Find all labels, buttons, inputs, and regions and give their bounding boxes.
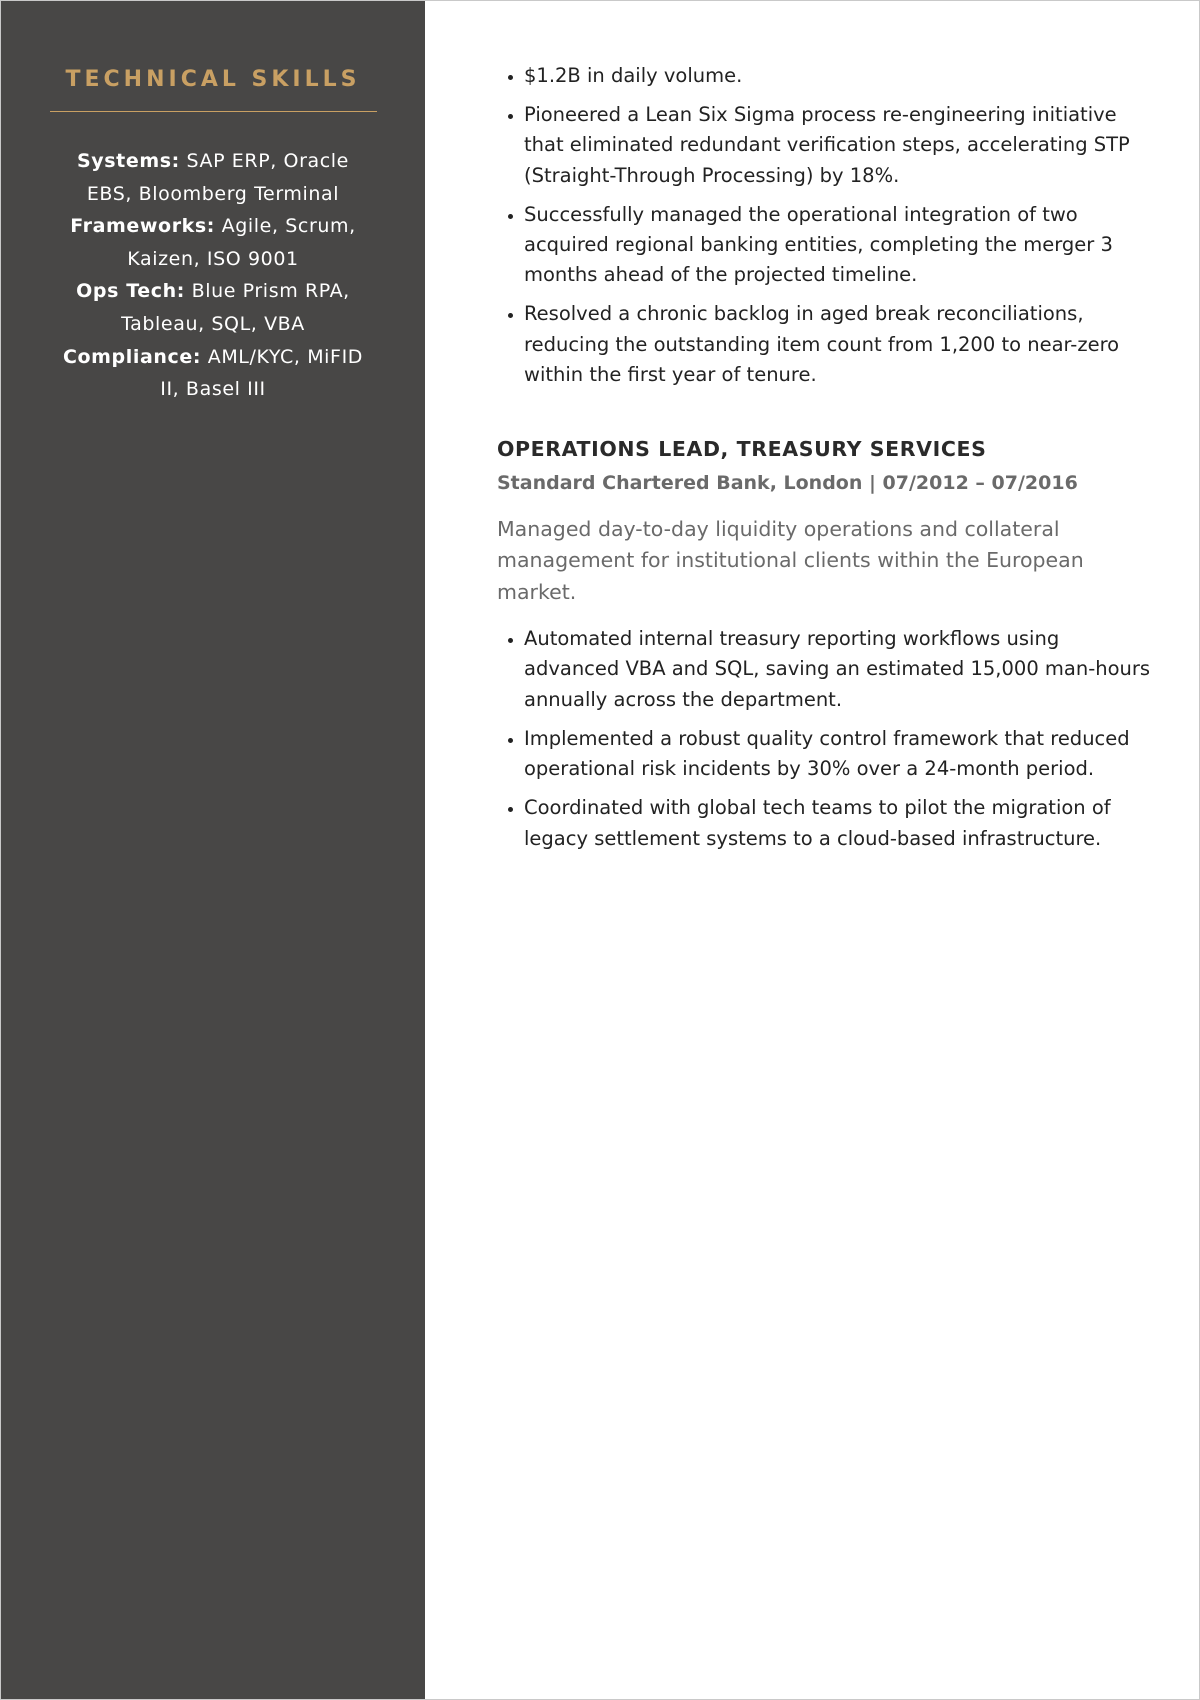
list-item: • Coordinated with global tech teams to pilot the migration of legacy settlement systems to a cloud-based infrastructure. — [524, 793, 1159, 854]
list-item: • Pioneered a Lean Six Sigma process re-engineering initiative that eliminated redundant verification steps, accelerating STP (Straight-Through Processing) by 18%. — [524, 100, 1159, 191]
skill-key: Systems: — [77, 150, 180, 172]
list-item: • Implemented a robust quality control framework that reduced operational risk incidents by 30% over a 24-month period. — [524, 724, 1159, 785]
main-content — [425, 1, 1199, 1699]
skill-compliance — [53, 341, 373, 406]
list-item: • Successfully managed the operational integration of two acquired regional banking entities, completing the merger 3 months ahead of the projected timeline. — [524, 200, 1159, 291]
list-item: • Resolved a chronic backlog in aged break reconciliations, reducing the outstanding item count from 1,200 to near-zero within the first year of tenure. — [524, 299, 1159, 390]
sidebar — [1, 1, 425, 1699]
skill-frameworks — [53, 210, 373, 275]
job-title: OPERATIONS LEAD, TREASURY SERVICES — [497, 436, 987, 461]
list-item: • Automated internal treasury reporting workflows using advanced VBA and SQL, saving an estimated 15,000 man-hours annually across the department. — [524, 624, 1159, 715]
list-item: • $1.2B in daily volume. — [524, 61, 1159, 91]
job-summary: Managed day-to-day liquidity operations and collateral management for institutional clients within the European market. — [497, 516, 1084, 604]
skill-value: AML/KYC, MiFID II, Basel III — [160, 345, 364, 401]
skill-value: Blue Prism RPA, Tableau, SQL, VBA — [121, 280, 350, 335]
skill-key: Ops Tech: — [76, 280, 185, 303]
job-achievements-list — [497, 624, 1159, 854]
skill-key: Compliance: — [62, 345, 202, 368]
skill-value: SAP ERP, Oracle EBS, Bloomberg Terminal — [86, 150, 349, 205]
continued-achievements-list — [497, 61, 1159, 391]
skills-list — [53, 145, 373, 406]
skill-key: Frameworks: — [70, 215, 216, 238]
job-employer-dates: Standard Chartered Bank, London | 07/2012 – 07/2016 — [497, 471, 1078, 494]
technical-skills-heading: TECHNICAL SKILLS — [50, 67, 377, 112]
skill-ops-tech — [53, 275, 373, 340]
skill-value: Agile, Scrum, Kaizen, ISO 9001 — [127, 215, 356, 270]
skill-systems — [53, 145, 373, 210]
